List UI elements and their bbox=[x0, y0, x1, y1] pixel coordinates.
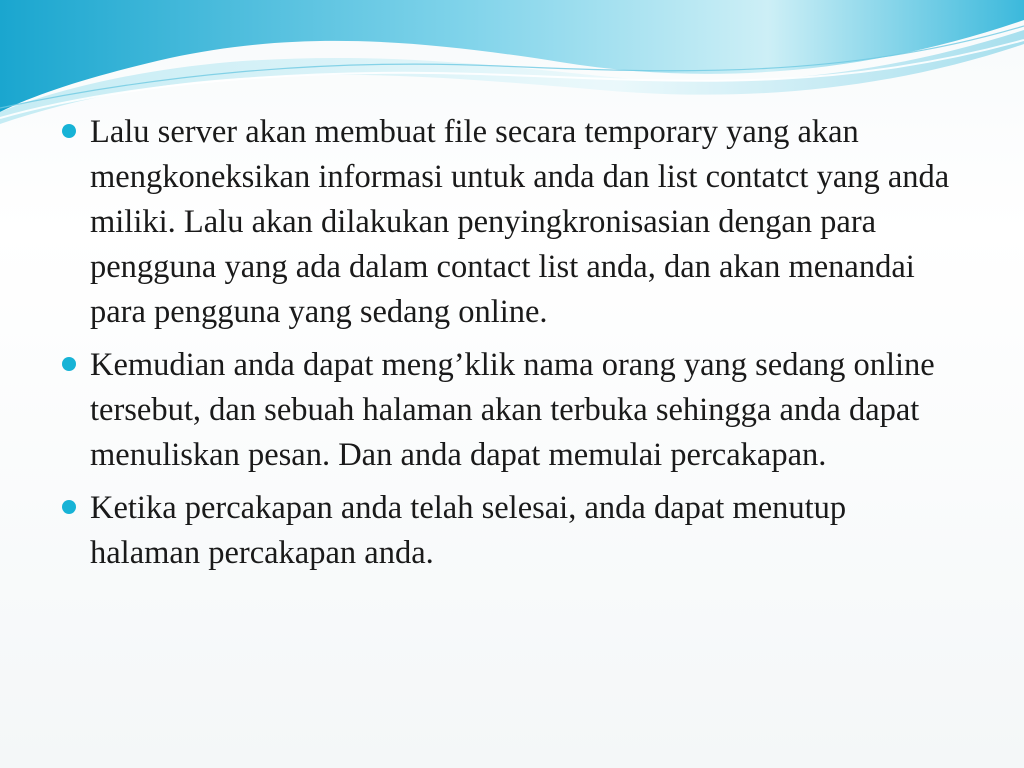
bullet-text: Ketika percakapan anda telah selesai, anda dapat menutup halaman percakapan anda. bbox=[90, 490, 847, 571]
bullet-item bbox=[58, 110, 958, 335]
bullet-dot-icon bbox=[62, 357, 76, 371]
slide-content bbox=[58, 110, 958, 584]
bullet-item bbox=[58, 486, 958, 576]
bullet-dot-icon bbox=[62, 500, 76, 514]
bullet-text: Lalu server akan membuat file secara temporary yang akan mengkoneksikan informasi untuk anda dan list contatct yang anda miliki. Lalu akan dilakukan penyingkronisasian dengan para pengguna yang ada dalam contact list anda, dan akan menandai para pengguna yang sedang online. bbox=[90, 114, 950, 330]
bullet-text: Kemudian anda dapat meng’klik nama orang yang sedang online tersebut, dan sebuah halaman akan terbuka sehingga anda dapat menuliskan pesan. Dan anda dapat memulai percakapan. bbox=[90, 347, 935, 473]
bullet-dot-icon bbox=[62, 124, 76, 138]
bullet-list bbox=[58, 110, 958, 576]
bullet-item bbox=[58, 343, 958, 478]
